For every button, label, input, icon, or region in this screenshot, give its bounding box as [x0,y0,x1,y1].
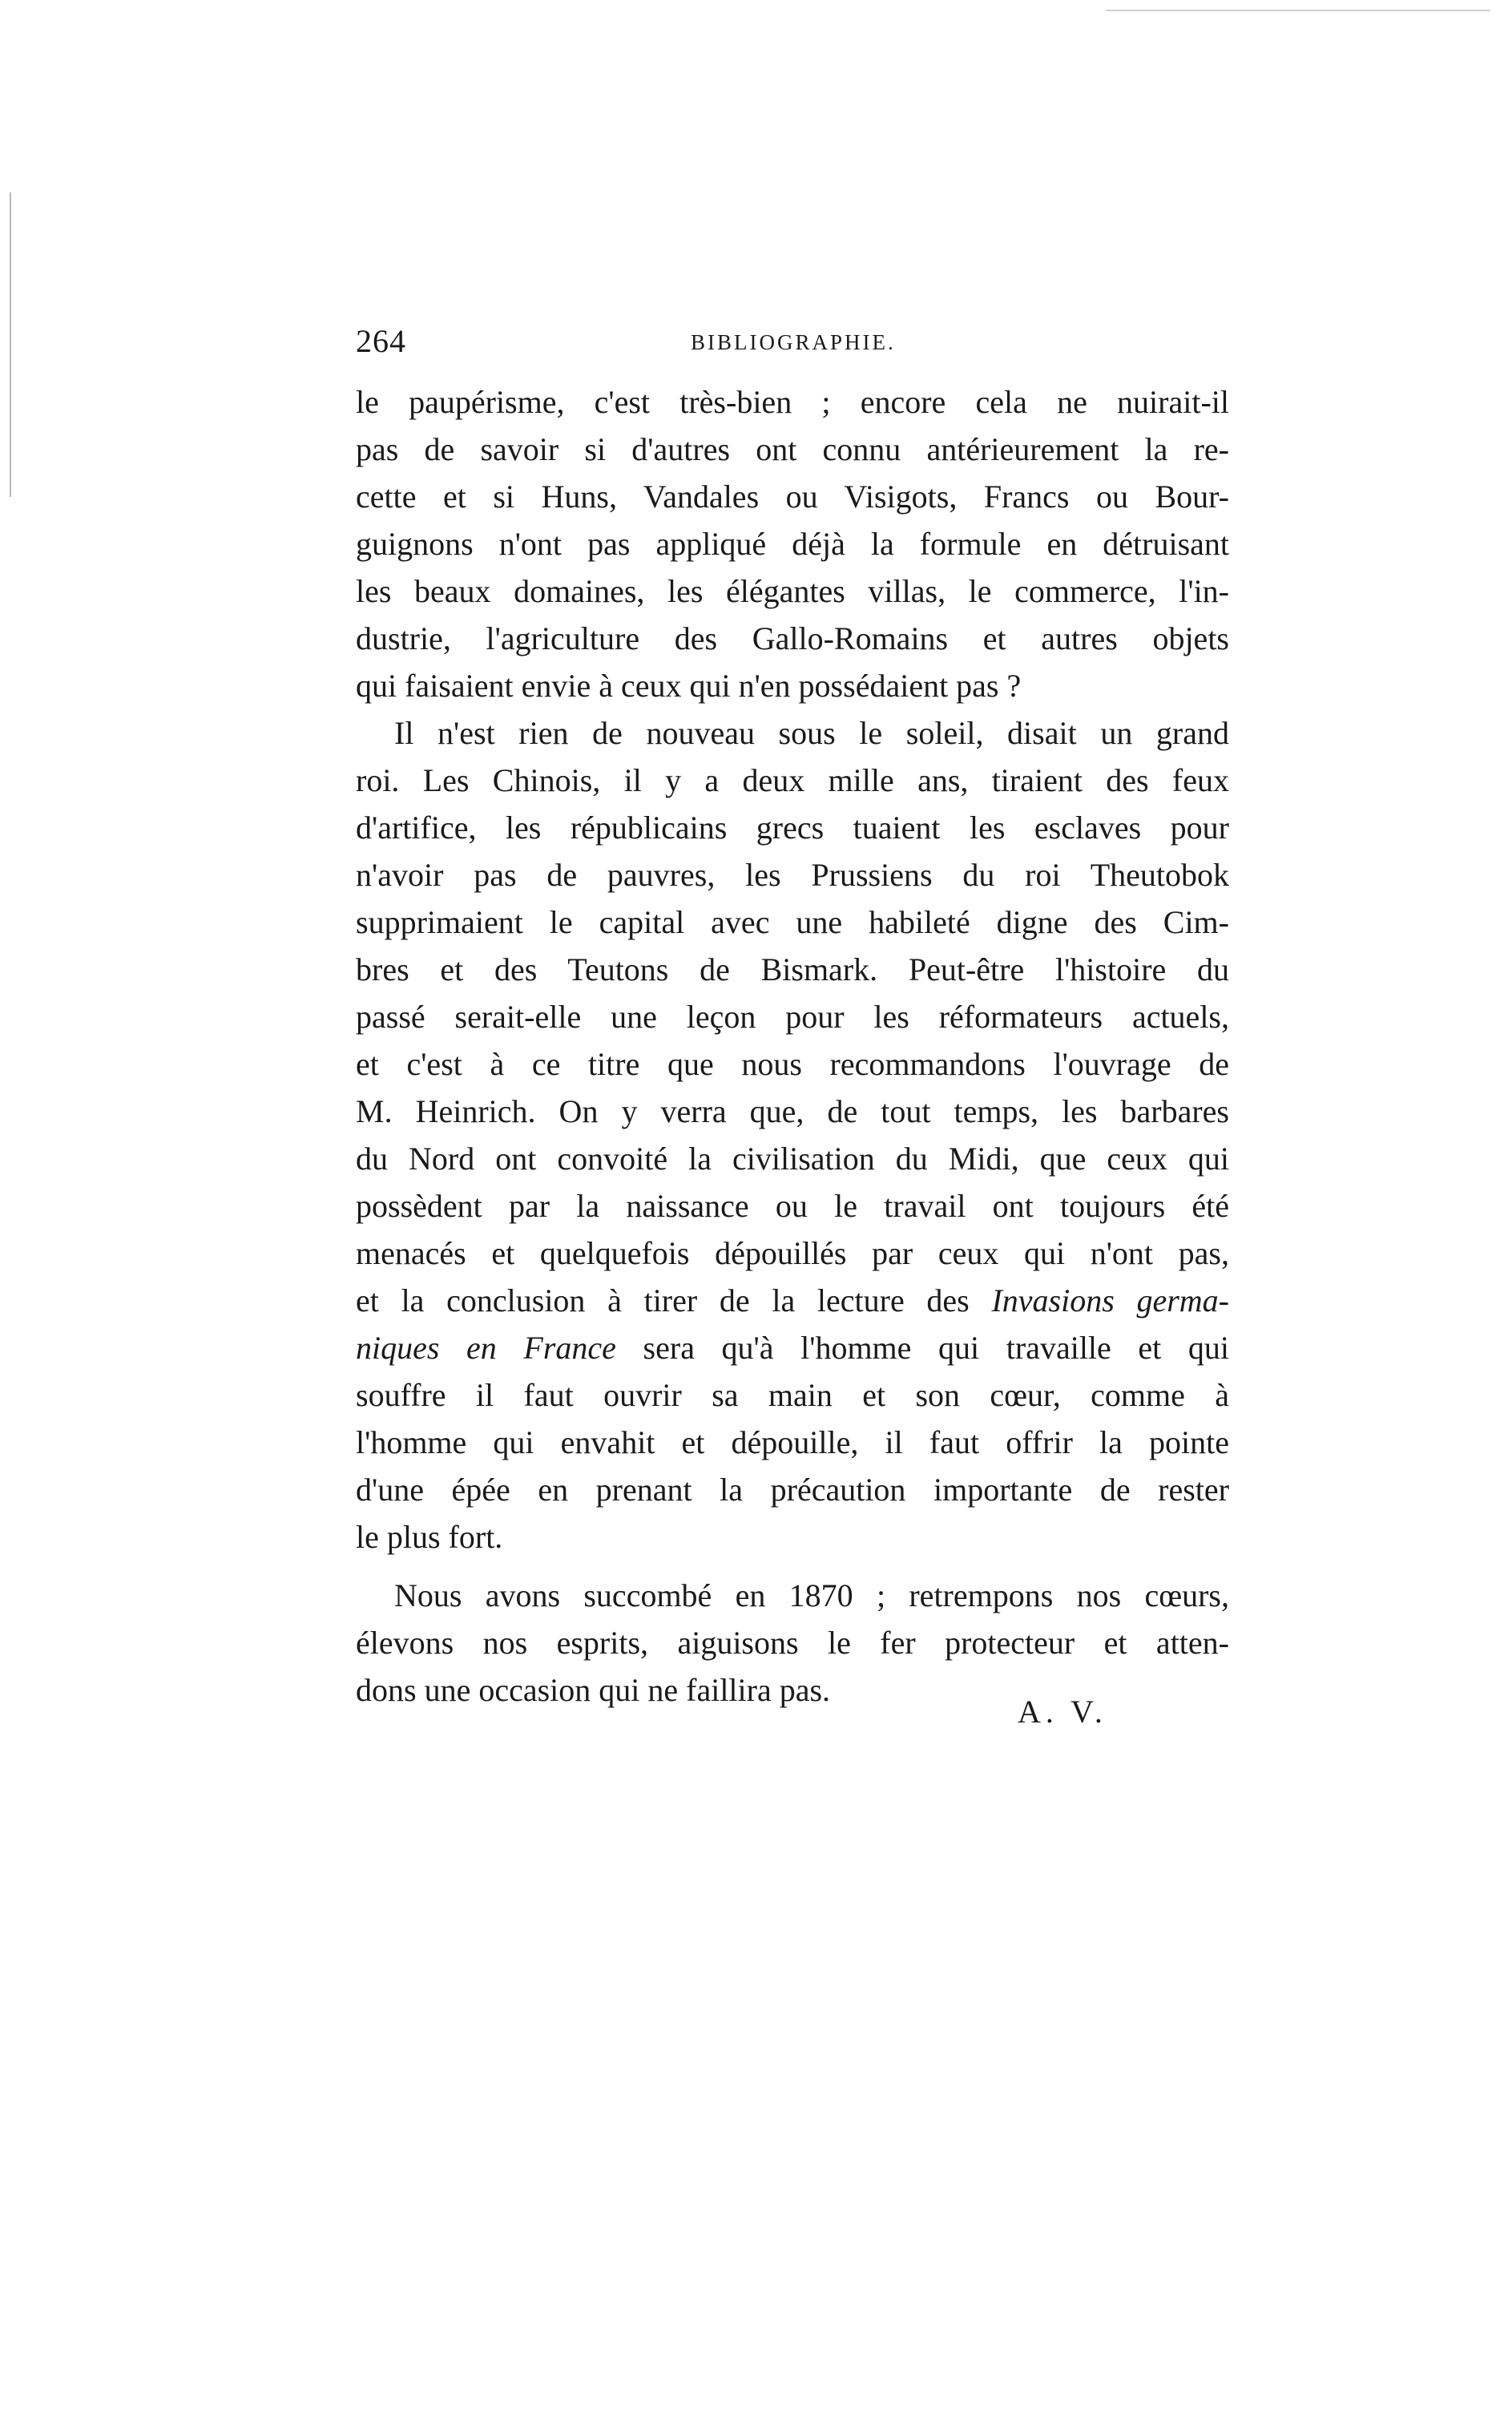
text-line: possèdent par la naissance ou le travail ont toujours été [356,1188,1229,1224]
text-line: d'artifice, les républicains grecs tuaient les esclaves pour [356,810,1229,846]
text-line [356,1324,1229,1371]
text-line: du Nord ont convoité la civilisation du Midi, que ceux qui [356,1141,1229,1177]
text-line: roi. Les Chinois, il y a deux mille ans, tiraient des feux [356,762,1229,798]
text-line: bres et des Teutons de Bismark. Peut-être l'histoire du [356,951,1229,987]
text-line: le paupérisme, c'est très-bien ; encore cela ne nuirait-il [356,384,1229,420]
paragraph-start-line: Il n'est rien de nouveau sous le soleil, disait un grand [394,715,1229,751]
text-line: pas de savoir si d'autres ont connu antérieurement la re- [356,431,1229,467]
text-line: supprimaient le capital avec une habileté digne des Cim- [356,904,1229,940]
text-line: menacés et quelquefois dépouillés par ceux qui n'ont pas, [356,1235,1229,1271]
body-text [356,378,1229,1714]
text-line: n'avoir pas de pauvres, les Prussiens du roi Theutobok [356,857,1229,893]
text-line-plain: et la conclusion à tirer de la lecture des [356,1282,970,1318]
text-line-plain: sera qu'à l'homme qui travaille et qui [643,1330,1229,1366]
text-line: M. Heinrich. On y verra que, de tout temps, les barbares [356,1093,1229,1129]
text-line: et c'est à ce titre que nous recommandons l'ouvrage de [356,1046,1229,1082]
text-line: dons une occasion qui ne faillira pas. [356,1672,831,1708]
section-title: BIBLIOGRAPHIE. [691,330,896,354]
text-line: souffre il faut ouvrir sa main et son cœur, comme à [356,1377,1229,1413]
scan-margin-mark [10,192,11,497]
text-line: l'homme qui envahit et dépouille, il faut offrir la pointe [356,1424,1229,1460]
paragraph-start-line: Nous avons succombé en 1870 ; retrempons nos cœurs, [394,1577,1229,1613]
running-head [356,322,1245,362]
text-line: guignons n'ont pas appliqué déjà la formule en détruisant [356,526,1229,562]
scan-margin-mark [1106,10,1490,11]
text-line: d'une épée en prenant la précaution importante de rester [356,1472,1229,1508]
book-title-italic: niques en France [356,1330,616,1366]
text-line: cette et si Huns, Vandales ou Visigots, Francs ou Bour- [356,479,1229,515]
text-line: élevons nos esprits, aiguisons le fer protecteur et atten- [356,1625,1229,1661]
text-line: qui faisaient envie à ceux qui n'en possédaient pas ? [356,668,1022,704]
text-line: dustrie, l'agriculture des Gallo-Romains et autres objets [356,620,1229,656]
page-number: 264 [356,323,406,359]
text-line: le plus fort. [356,1519,503,1555]
text-line: passé serait-elle une leçon pour les réformateurs actuels, [356,999,1229,1035]
text-line [356,1277,1229,1324]
book-title-italic: Invasions germa- [991,1282,1229,1318]
author-signature: A. V. [1018,1694,1107,1730]
text-line: les beaux domaines, les élégantes villas, le commerce, l'in- [356,573,1229,609]
